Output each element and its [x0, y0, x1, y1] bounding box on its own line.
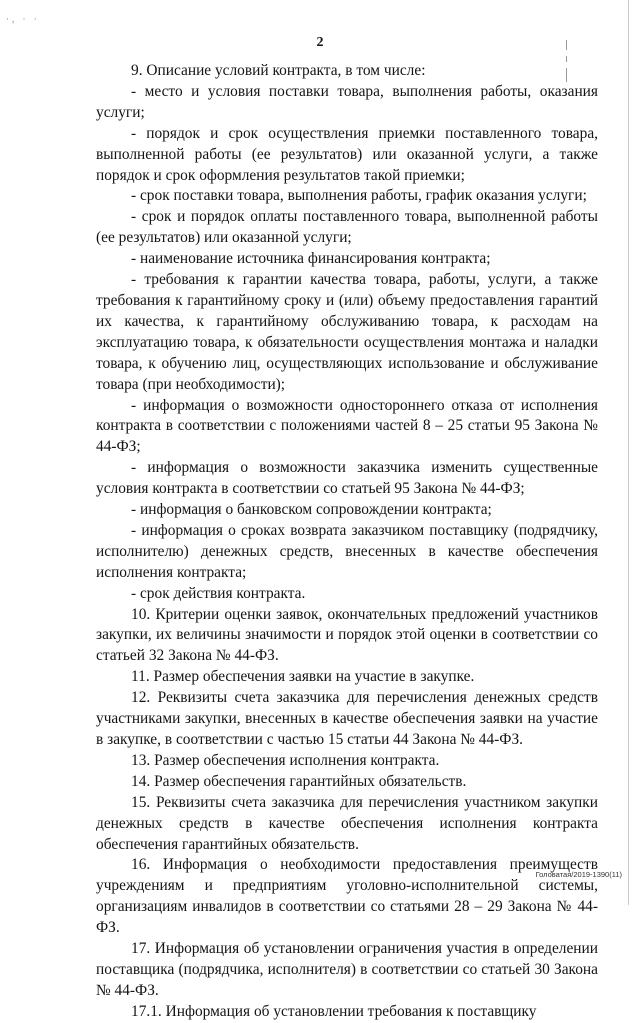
paragraph: - срок поставки товара, выполнения работы, график оказания услуги; [131, 187, 587, 205]
paragraph: 16. Информация о необходимости предоставления преимуществ учреждениям и предприятиям уголовно-исполнительной системы, организациям инвалидов в соответствии со статьями 28 – 29 Закона № 44-ФЗ. [96, 856, 598, 937]
paragraph: 10. Критерии оценки заявок, окончательных предложений участников закупки, их величины значимости и порядок этой оценки в соответствии со статьей 32 Закона № 44-ФЗ. [96, 605, 598, 665]
paragraph: - требования к гарантии качества товара, работы, услуги, а также требования к гарантийному сроку и (или) объему предоставления гарантий их качества, к гарантийному обслуживанию товара, к расходам на эксплуатацию товара, к обязательности осуществления монтажа и наладки товара, к обучению лиц, осуществляющих использование и обслуживание товара (при необходимости); [96, 271, 598, 393]
paragraph: - место и условия поставки товара, выполнения работы, оказания услуги; [96, 82, 598, 121]
paragraph: - наименование источника финансирования контракта; [131, 250, 491, 268]
paragraph: - срок и порядок оплаты поставленного товара, выполненной работы (ее результатов) или оказанной услуги; [96, 208, 598, 247]
page-edge [628, 0, 629, 905]
paragraph: - срок действия контракта. [131, 584, 306, 602]
paragraph: 17. Информация об установлении ограничения участия в определении поставщика (подрядчика, исполнителя) в соответствии со статьей 30 Закона № 44-ФЗ. [96, 940, 598, 999]
paragraph: 17.1. Информация об установлении требования к поставщику [131, 1002, 537, 1020]
paragraph: 14. Размер обеспечения гарантийных обязательств. [131, 772, 467, 790]
paragraph: - информация о сроках возврата заказчиком поставщику (подрядчику, исполнителю) денежных средств, внесенных в качестве обеспечения исполнения контракта; [96, 521, 598, 581]
paragraph: 13. Размер обеспечения исполнения контракта. [131, 751, 440, 769]
scan-marks: ·, · · [6, 14, 40, 24]
paragraph: - порядок и срок осуществления приемки поставленного товара, выполненной работы (ее результатов) или оказанной услуги, а также порядок и срок оформления результатов такой приемки; [96, 124, 598, 184]
document-body [96, 61, 598, 1023]
paragraph: - информация о банковском сопровождении контракта; [131, 501, 492, 519]
paragraph: - информация о возможности заказчика изменить существенные условия контракта в соответствии со статьей 95 Закона № 44-ФЗ; [96, 459, 598, 498]
paragraph: 12. Реквизиты счета заказчика для перечисления денежных средств участниками закупки, внесенных в качестве обеспечения заявки на участие в закупке, в соответствии с частью 15 статьи 44 Закона № 44-ФЗ. [96, 689, 598, 748]
paragraph: 9. Описание условий контракта, в том числе: [131, 62, 426, 79]
document-footer-code: Головатая/2019-1390(11) [535, 870, 622, 879]
page-number: 2 [316, 35, 324, 50]
paragraph: - информация о возможности одностороннего отказа от исполнения контракта в соответствии с положениями частей 8 – 25 статьи 95 Закона № 44-ФЗ; [96, 396, 598, 456]
paragraph: 15. Реквизиты счета заказчика для перечисления участником закупки денежных средств в качестве обеспечения исполнения контракта обеспечения гарантийных обязательств. [96, 793, 598, 853]
paragraph: 11. Размер обеспечения заявки на участие в закупке. [131, 668, 475, 686]
